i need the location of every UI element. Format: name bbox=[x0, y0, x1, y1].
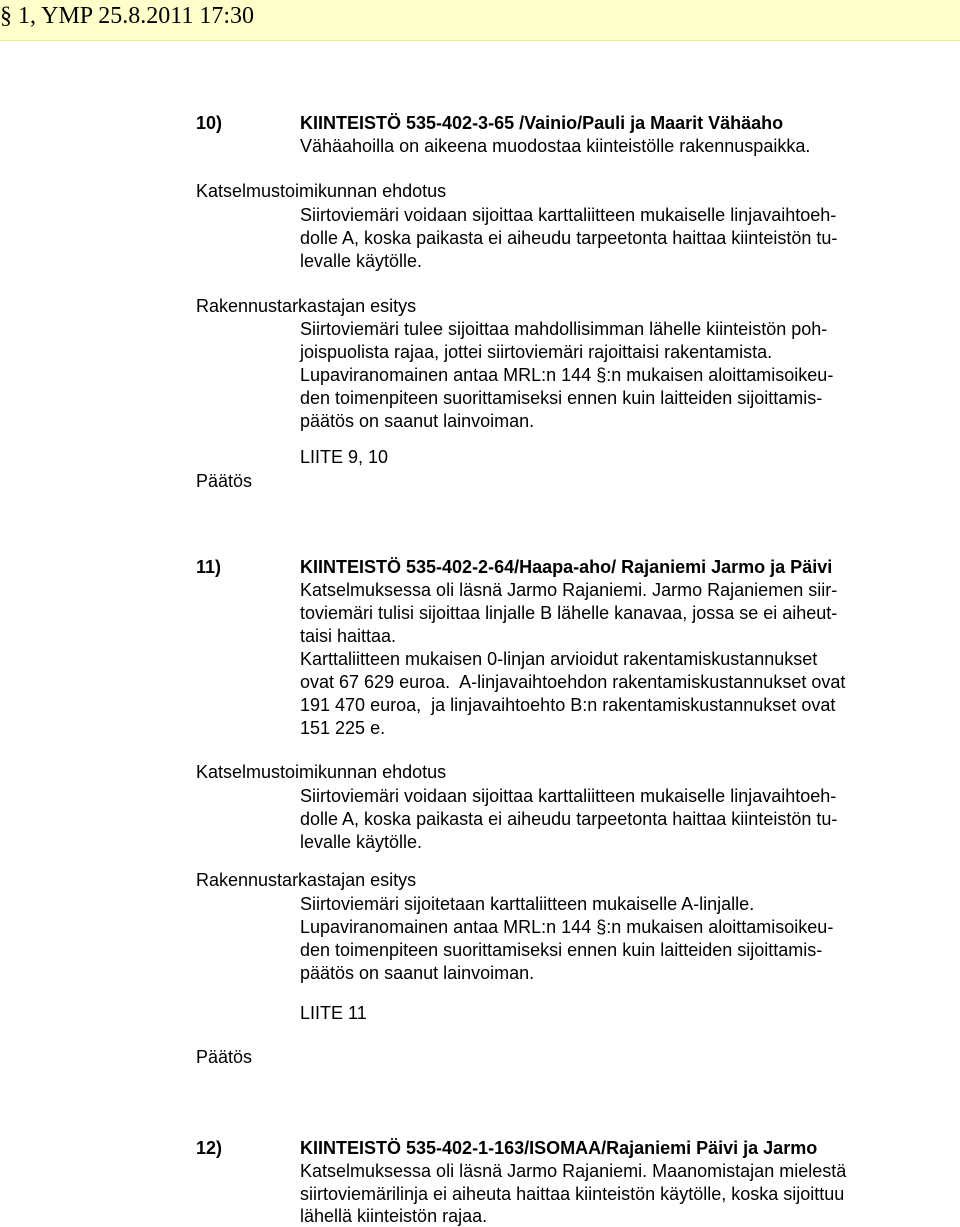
esitys-line: Lupaviranomainen antaa MRL:n 144 §:n mukaisen aloittamisoikeu- bbox=[300, 917, 834, 937]
item-intro-line: toviemäri tulisi sijoittaa linjalle B lähelle kanavaa, jossa se ei aiheut- bbox=[300, 603, 838, 623]
item-intro-line: ovat 67 629 euroa. A-linjavaihtoehdon rakentamiskustannukset ovat bbox=[300, 672, 846, 692]
item-title: KIINTEISTÖ 535-402-2-64/Haapa-aho/ Rajaniemi Jarmo ja Päivi bbox=[300, 557, 833, 577]
liite-reference: LIITE 11 bbox=[300, 1003, 367, 1023]
item-intro-line: Katselmuksessa oli läsnä Jarmo Rajaniemi. Jarmo Rajaniemen siir- bbox=[300, 580, 838, 600]
katselmus-line: Siirtoviemäri voidaan sijoittaa karttaliitteen mukaiselle linjavaihtoeh- bbox=[300, 786, 837, 806]
esitys-line: Siirtoviemäri sijoitetaan karttaliitteen mukaiselle A-linjalle. bbox=[300, 894, 755, 914]
item-intro-line: siirtoviemärilinja ei aiheuta haittaa kiinteistön käytölle, koska sijoittuu bbox=[300, 1184, 845, 1204]
item-intro-line: taisi haittaa. bbox=[300, 626, 397, 646]
katselmus-line: dolle A, koska paikasta ei aiheudu tarpeetonta haittaa kiinteistön tu- bbox=[300, 228, 838, 248]
katselmus-line: levalle käytölle. bbox=[300, 832, 423, 852]
katselmus-line: levalle käytölle. bbox=[300, 251, 423, 271]
katselmus-heading: Katselmustoimikunnan ehdotus bbox=[196, 762, 447, 782]
esitys-line: päätös on saanut lainvoiman. bbox=[300, 411, 535, 431]
item-intro-line: Katselmuksessa oli läsnä Jarmo Rajaniemi. Maanomistajan mielestä bbox=[300, 1161, 847, 1181]
esitys-line: Siirtoviemäri tulee sijoittaa mahdollisimman lähelle kiinteistön poh- bbox=[300, 319, 828, 339]
esitys-heading: Rakennustarkastajan esitys bbox=[196, 296, 417, 316]
esitys-line: den toimenpiteen suorittamiseksi ennen kuin laitteiden sijoittamis- bbox=[300, 388, 823, 408]
liite-reference: LIITE 9, 10 bbox=[300, 447, 389, 467]
item-intro-line: 191 470 euroa, ja linjavaihtoehto B:n rakentamiskustannukset ovat bbox=[300, 695, 836, 715]
header-section-label: § 1, YMP 25.8.2011 17:30 bbox=[0, 3, 255, 29]
item-title: KIINTEISTÖ 535-402-1-163/ISOMAA/Rajaniemi Päivi ja Jarmo bbox=[300, 1138, 818, 1158]
item-intro-line: Karttaliitteen mukaisen 0-linjan arvioidut rakentamiskustannukset bbox=[300, 649, 818, 669]
item-number: 11) bbox=[196, 557, 222, 577]
page-header bbox=[0, 0, 960, 41]
katselmus-line: dolle A, koska paikasta ei aiheudu tarpeetonta haittaa kiinteistön tu- bbox=[300, 809, 838, 829]
esitys-line: joispuolista rajaa, jottei siirtoviemäri rajoittaisi rakentamista. bbox=[300, 342, 773, 362]
paatos-label: Päätös bbox=[196, 1047, 253, 1067]
esitys-line: den toimenpiteen suorittamiseksi ennen kuin laitteiden sijoittamis- bbox=[300, 940, 823, 960]
paatos-label: Päätös bbox=[196, 471, 253, 491]
item-title: KIINTEISTÖ 535-402-3-65 /Vainio/Pauli ja Maarit Vähäaho bbox=[300, 113, 784, 133]
item-number: 10) bbox=[196, 113, 223, 133]
item-intro-line: Vähäahoilla on aikeena muodostaa kiinteistölle rakennuspaikka. bbox=[300, 136, 811, 156]
item-intro-line: lähellä kiinteistön rajaa. bbox=[300, 1206, 488, 1226]
esitys-heading: Rakennustarkastajan esitys bbox=[196, 870, 417, 890]
esitys-line: päätös on saanut lainvoiman. bbox=[300, 963, 535, 983]
item-intro-line: 151 225 e. bbox=[300, 718, 386, 738]
item-number: 12) bbox=[196, 1138, 223, 1158]
katselmus-heading: Katselmustoimikunnan ehdotus bbox=[196, 181, 447, 201]
esitys-line: Lupaviranomainen antaa MRL:n 144 §:n mukaisen aloittamisoikeu- bbox=[300, 365, 834, 385]
katselmus-line: Siirtoviemäri voidaan sijoittaa karttaliitteen mukaiselle linjavaihtoeh- bbox=[300, 205, 837, 225]
